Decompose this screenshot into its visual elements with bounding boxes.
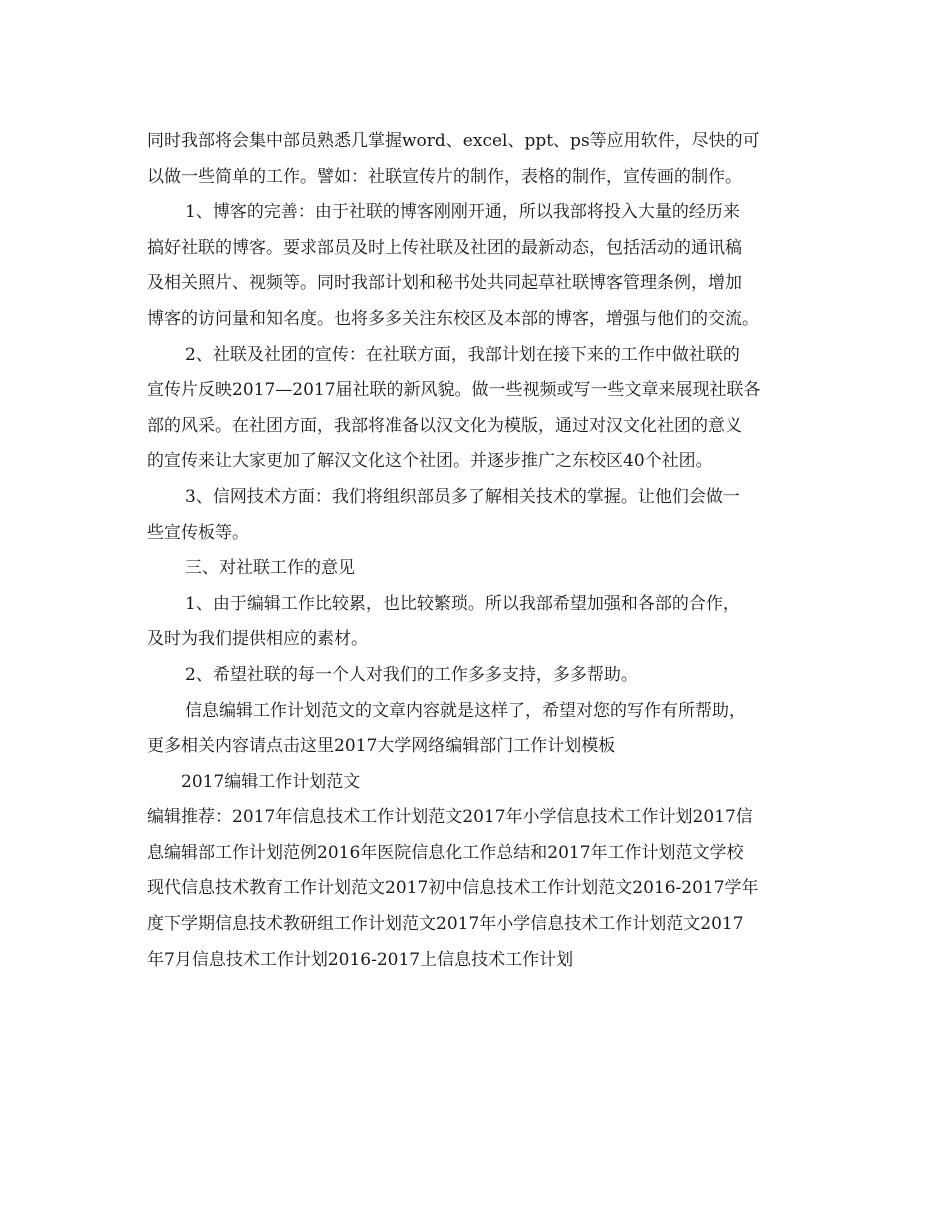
text-line: 博客的访问量和知名度。也将多多关注东校区及本部的博客，增强与他们的交流。 <box>147 308 759 329</box>
text-line: 2、希望社联的每一个人对我们的工作多多支持，多多帮助。 <box>185 664 638 685</box>
text-line: 宣传片反映2017—2017届社联的新风貌。做一些视频或写一些文章来展现社联各 <box>147 380 761 401</box>
related-title: 2017编辑工作计划范文 <box>181 771 361 792</box>
text-line: 同时我部将会集中部员熟悉几掌握word、excel、ppt、ps等应用软件，尽快的可 <box>147 131 760 151</box>
recommend-line: 年7月信息技术工作计划2016-2017上信息技术工作计划 <box>147 949 574 970</box>
text-line: 以做一些简单的工作。譬如：社联宣传片的制作，表格的制作，宣传画的制作。 <box>147 166 742 187</box>
section-heading: 三、对社联工作的意见 <box>185 558 355 579</box>
text-line: 及时为我们提供相应的素材。 <box>147 629 368 650</box>
document-body <box>147 124 807 978</box>
text-line: 及相关照片、视频等。同时我部计划和秘书处共同起草社联博客管理条例，增加 <box>147 273 742 294</box>
text-line: 1、由于编辑工作比较累，也比较繁琐。所以我部希望加强和各部的合作， <box>185 593 740 614</box>
recommend-line: 现代信息技术教育工作计划范文2017初中信息技术工作计划范文2016-2017学年 <box>147 878 759 899</box>
text-line: 信息编辑工作计划范文的文章内容就是这样了，希望对您的写作有所帮助， <box>185 700 746 721</box>
text-line: 部的风采。在社团方面，我部将准备以汉文化为模版，通过对汉文化社团的意义 <box>147 415 742 436</box>
recommend-line: 度下学期信息技术教研组工作计划范文2017年小学信息技术工作计划范文2017 <box>147 914 744 935</box>
text-line: 1、博客的完善：由于社联的博客刚刚开通，所以我部将投入大量的经历来 <box>185 202 740 223</box>
text-line: 的宣传来让大家更加了解汉文化这个社团。并逐步推广之东校区40个社团。 <box>147 451 713 472</box>
recommend-line: 息编辑部工作计划范例2016年医院信息化工作总结和2017年工作计划范文学校 <box>147 842 744 863</box>
text-line: 搞好社联的博客。要求部员及时上传社联及社团的最新动态，包括活动的通讯稿 <box>147 237 742 258</box>
text-line: 更多相关内容请点击这里2017大学网络编辑部门工作计划模板 <box>147 736 616 757</box>
text-line: 3、信网技术方面：我们将组织部员多了解相关技术的掌握。让他们会做一 <box>185 486 740 507</box>
text-line: 2、社联及社团的宣传：在社联方面，我部计划在接下来的工作中做社联的 <box>185 344 740 365</box>
text-line: 些宣传板等。 <box>147 522 249 543</box>
recommend-line: 编辑推荐：2017年信息技术工作计划范文2017年小学信息技术工作计划2017信 <box>147 807 753 828</box>
